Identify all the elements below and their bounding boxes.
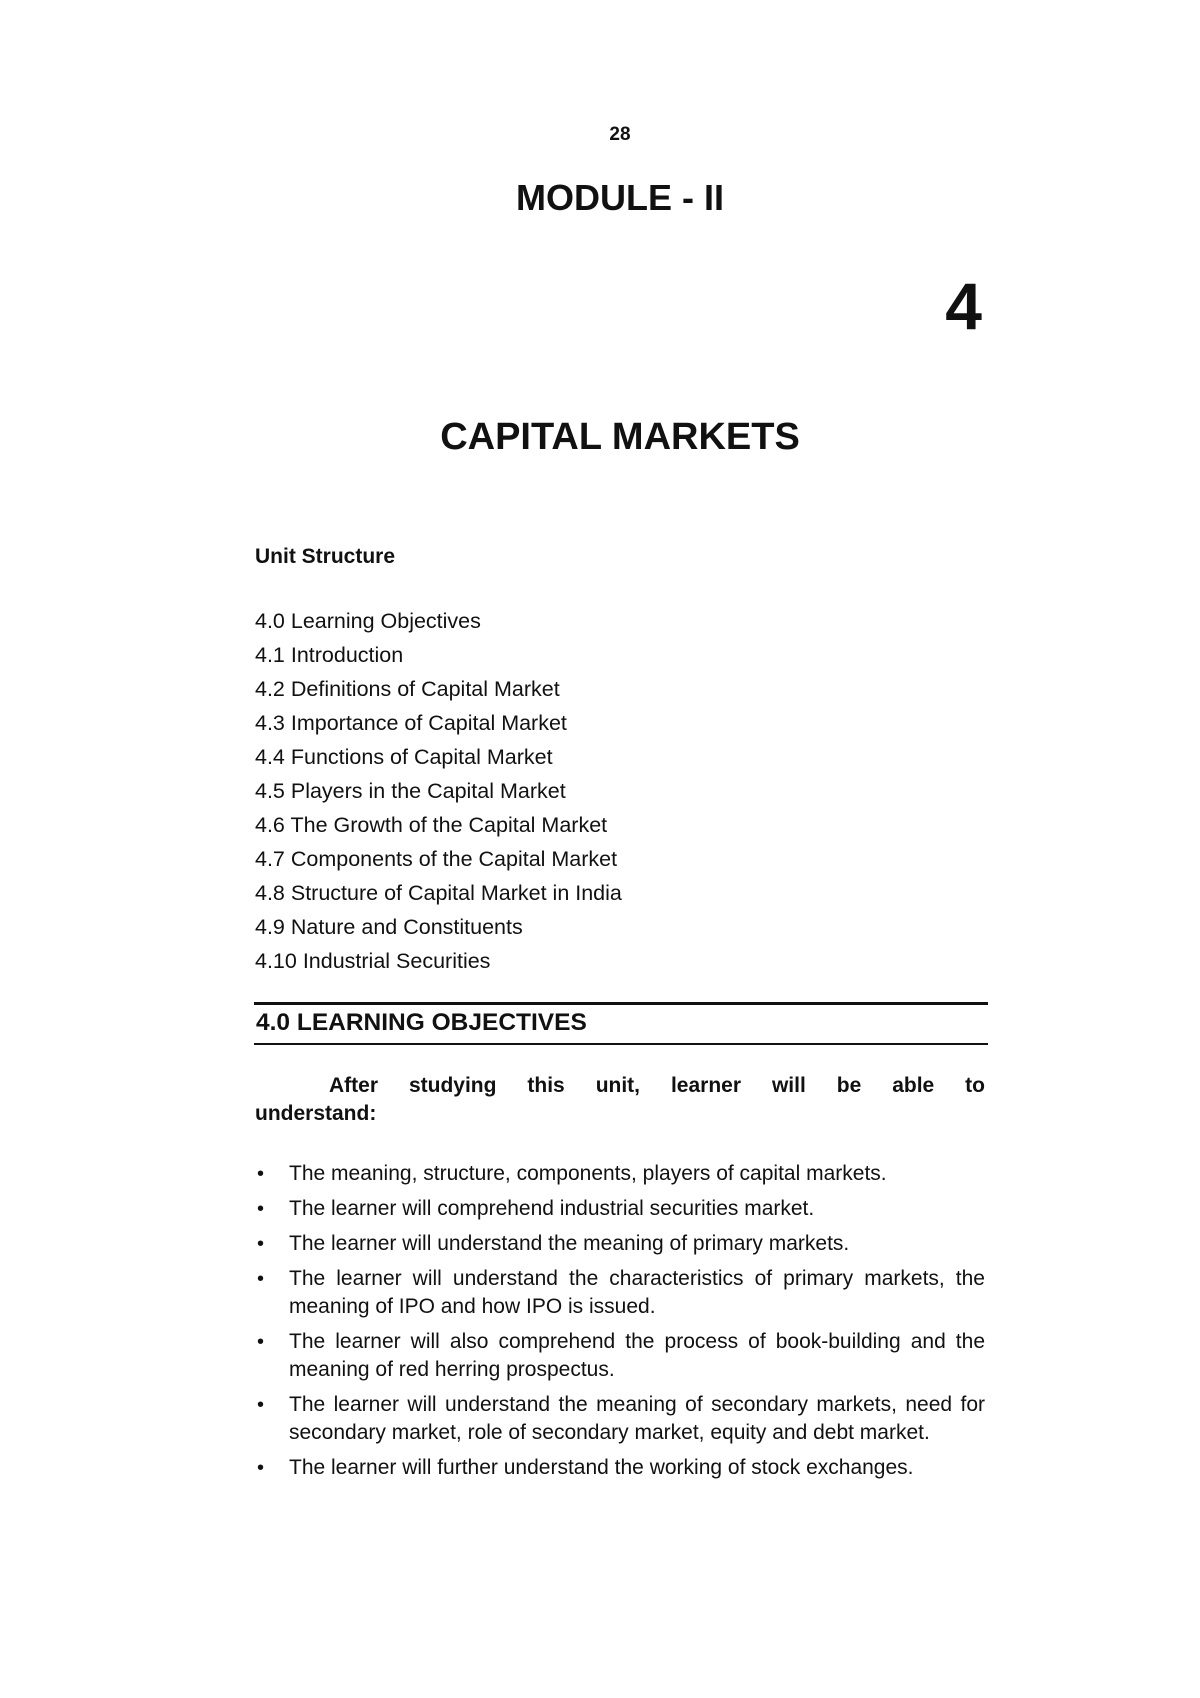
- chapter-number: 4: [945, 269, 982, 343]
- section-heading: 4.0 LEARNING OBJECTIVES: [256, 1009, 587, 1036]
- bullet-icon: •: [257, 1268, 265, 1290]
- toc-item: 4.10 Industrial Securities: [255, 949, 491, 973]
- toc-item: 4.9 Nature and Constituents: [255, 915, 523, 939]
- bullet-icon: •: [257, 1331, 265, 1353]
- objectives-intro-line: After studying this unit, learner will be able to: [329, 1074, 985, 1097]
- objective-item: [255, 1265, 985, 1321]
- unit-structure-list: [255, 604, 622, 978]
- objective-item: [255, 1230, 985, 1258]
- bullet-icon: •: [257, 1457, 265, 1479]
- toc-item: 4.6 The Growth of the Capital Market: [255, 813, 608, 837]
- objective-item: [255, 1391, 985, 1447]
- toc-item: 4.8 Structure of Capital Market in India: [255, 881, 622, 905]
- bullet-icon: •: [257, 1198, 265, 1220]
- objective-text: The meaning, structure, components, players of capital markets.: [289, 1162, 887, 1185]
- page-number: 28: [609, 124, 631, 145]
- objectives-intro: [255, 1072, 985, 1128]
- bullet-icon: •: [257, 1163, 265, 1185]
- objective-text: The learner will comprehend industrial securities market.: [289, 1197, 815, 1220]
- toc-item: 4.7 Components of the Capital Market: [255, 847, 618, 871]
- objectives-list: [255, 1160, 985, 1489]
- bullet-icon: •: [257, 1233, 265, 1255]
- objective-text: The learner will understand the meaning of secondary markets, need for secondary market, role of secondary market, equity and debt market.: [289, 1393, 985, 1444]
- toc-item: 4.4 Functions of Capital Market: [255, 745, 553, 769]
- objective-text: The learner will understand the characteristics of primary markets, the meaning of IPO and how IPO is issued.: [289, 1267, 985, 1318]
- objective-item: [255, 1195, 985, 1223]
- chapter-title: CAPITAL MARKETS: [440, 416, 800, 458]
- objectives-intro-line: understand:: [255, 1102, 377, 1125]
- module-title: MODULE - II: [516, 177, 724, 218]
- objective-text: The learner will also comprehend the process of book-building and the meaning of red herring prospectus.: [289, 1330, 985, 1381]
- bullet-icon: •: [257, 1394, 265, 1416]
- toc-item: 4.2 Definitions of Capital Market: [255, 677, 560, 701]
- toc-item: 4.5 Players in the Capital Market: [255, 779, 566, 803]
- unit-structure-heading: Unit Structure: [255, 545, 396, 568]
- objective-text: The learner will understand the meaning of primary markets.: [289, 1232, 850, 1255]
- toc-item: 4.1 Introduction: [255, 643, 404, 667]
- toc-item: 4.0 Learning Objectives: [255, 609, 481, 633]
- objective-item: [255, 1160, 985, 1188]
- objective-item: [255, 1454, 985, 1482]
- toc-item: 4.3 Importance of Capital Market: [255, 711, 567, 735]
- objective-text: The learner will further understand the working of stock exchanges.: [289, 1456, 914, 1479]
- objective-item: [255, 1328, 985, 1384]
- section-heading-band: [254, 1002, 988, 1045]
